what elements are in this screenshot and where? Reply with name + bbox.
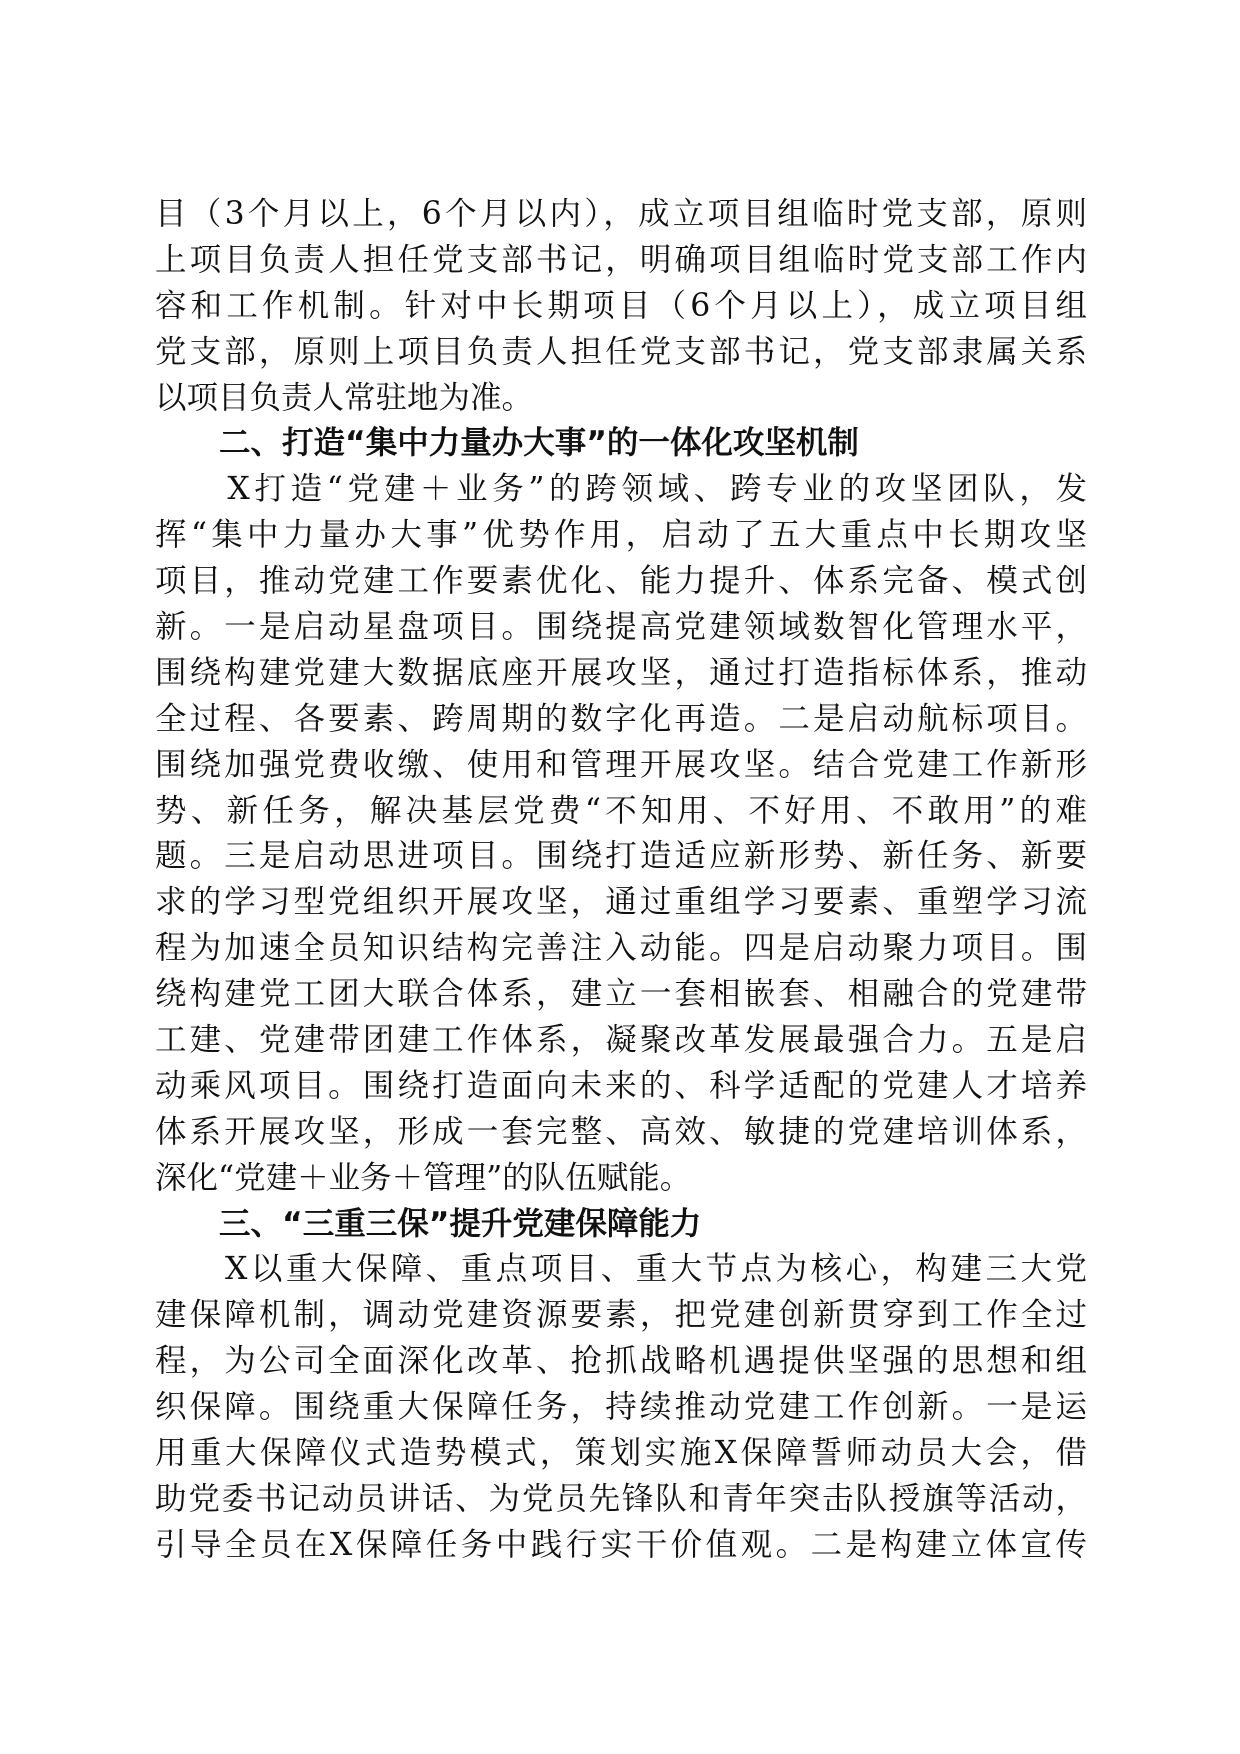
body-line: 建保障机制，调动党建资源要素，把党建创新贯穿到工作全过: [155, 1297, 1087, 1334]
body-line: 全过程、各要素、跨周期的数字化再造。二是启动航标项目。: [155, 700, 1087, 737]
body-line: 程为加速全员知识结构完善注入动能。四是启动聚力项目。围: [155, 930, 1087, 967]
body-line-paragraph-end: 深化“党建＋业务＋管理”的队伍赋能。: [155, 1159, 692, 1196]
body-line: 上项目负责人担任党支部书记，明确项目组临时党支部工作内: [155, 241, 1087, 278]
section-heading-3: 三、“三重三保”提升党建保障能力: [219, 1205, 702, 1242]
document-page: [155, 192, 1087, 1569]
body-line: 动乘风项目。围绕打造面向未来的、科学适配的党建人才培养: [155, 1067, 1087, 1104]
body-line: 围绕加强党费收缴、使用和管理开展攻坚。结合党建工作新形: [155, 746, 1087, 783]
body-line: 党支部，原则上项目负责人担任党支部书记，党支部隶属关系: [155, 333, 1087, 370]
body-line: 工建、党建带团建工作体系，凝聚改革发展最强合力。五是启: [155, 1022, 1087, 1059]
body-line: 体系开展攻坚，形成一套完整、高效、敏捷的党建培训体系，: [155, 1113, 1087, 1150]
body-line: 势、新任务，解决基层党费“不知用、不好用、不敢用”的难: [155, 792, 1087, 829]
body-line: 引导全员在X保障任务中践行实干价值观。二是构建立体宣传: [155, 1526, 1087, 1563]
body-line: 用重大保障仪式造势模式，策划实施X保障誓师动员大会，借: [155, 1435, 1087, 1472]
body-line: 程，为公司全面深化改革、抢抓战略机遇提供坚强的思想和组: [155, 1343, 1087, 1380]
body-line: X打造“党建＋业务”的跨领域、跨专业的攻坚团队，发: [155, 471, 1087, 508]
body-line: 目（3个月以上，6个月以内），成立项目组临时党支部，原则: [155, 196, 1087, 232]
body-line: 项目，推动党建工作要素优化、能力提升、体系完备、模式创: [155, 563, 1087, 600]
body-line: 围绕构建党建大数据底座开展攻坚，通过打造指标体系，推动: [155, 654, 1087, 691]
section-heading-2: 二、打造“集中力量办大事”的一体化攻坚机制: [219, 425, 859, 462]
body-line: 绕构建党工团大联合体系，建立一套相嵌套、相融合的党建带: [155, 976, 1087, 1013]
body-line: 容和工作机制。针对中长期项目（6个月以上），成立项目组: [155, 287, 1087, 324]
body-line: 新。一是启动星盘项目。围绕提高党建领域数智化管理水平，: [155, 609, 1087, 646]
body-line: 织保障。围绕重大保障任务，持续推动党建工作创新。一是运: [155, 1389, 1087, 1426]
body-line: 题。三是启动思进项目。围绕打造适应新形势、新任务、新要: [155, 838, 1087, 875]
body-line: 助党委书记动员讲话、为党员先锋队和青年突击队授旗等活动，: [155, 1480, 1087, 1517]
body-line: 求的学习型党组织开展攻坚，通过重组学习要素、重塑学习流: [155, 884, 1087, 921]
body-line: X以重大保障、重点项目、重大节点为核心，构建三大党: [155, 1251, 1087, 1288]
body-line-paragraph-end: 以项目负责人常驻地为准。: [155, 379, 534, 416]
body-line: 挥“集中力量办大事”优势作用，启动了五大重点中长期攻坚: [155, 517, 1087, 554]
